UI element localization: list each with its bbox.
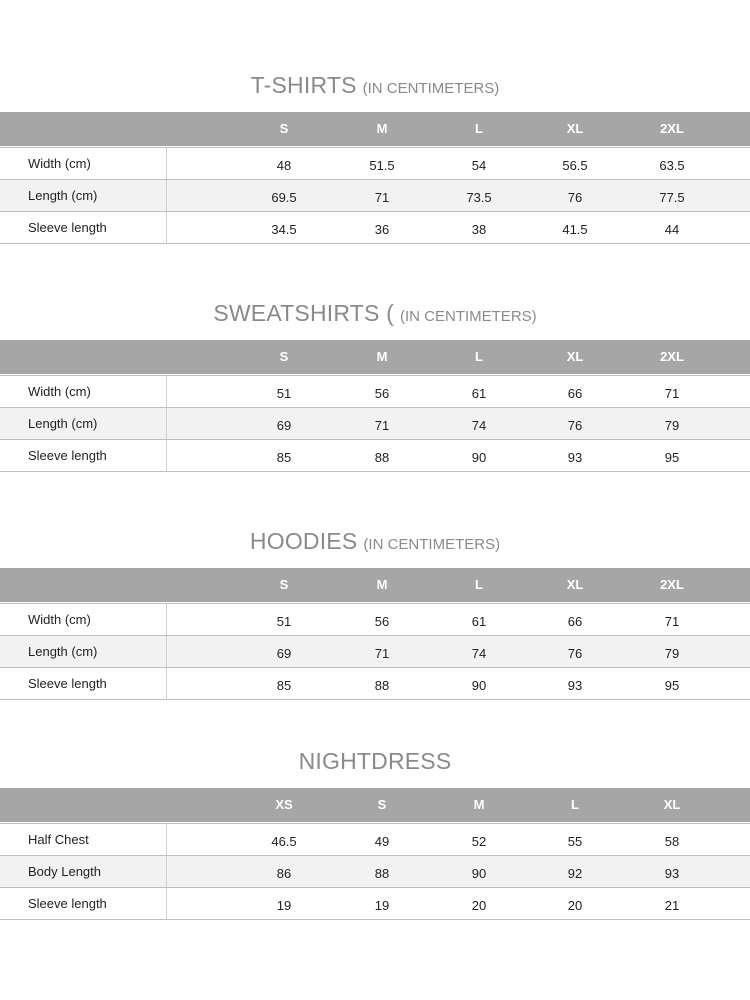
table-cell: 54: [471, 158, 487, 173]
section-title-unit: (IN CENTIMETERS): [399, 308, 537, 325]
column-header-size: M: [376, 121, 388, 136]
column-header-size: M: [473, 797, 485, 812]
column-divider: [166, 408, 167, 439]
table-cell: 69: [276, 418, 292, 433]
table-cell: 71: [664, 614, 680, 629]
table-cell: 44: [664, 222, 680, 237]
column-divider: [166, 148, 167, 179]
row-label: Width (cm): [28, 612, 91, 627]
table-cell: 46.5: [271, 834, 297, 849]
column-header-size: M: [376, 349, 388, 364]
table-cell: 90: [471, 866, 487, 881]
column-header-size: XL: [663, 797, 681, 812]
section-title: [0, 748, 750, 775]
table-cell: 51.5: [369, 158, 395, 173]
table-row: [0, 376, 750, 408]
table-row: [0, 888, 750, 920]
table-cell: 74: [471, 646, 487, 661]
table-cell: 77.5: [659, 190, 685, 205]
table-cell: 20: [567, 898, 583, 913]
row-label: Sleeve length: [28, 676, 107, 691]
column-header-size: L: [571, 797, 579, 812]
table-cell: 19: [276, 898, 292, 913]
table-cell: 56.5: [562, 158, 588, 173]
table-cell: 79: [664, 646, 680, 661]
column-header-size: XL: [566, 121, 584, 136]
table-cell: 71: [374, 190, 390, 205]
table-cell: 76: [567, 190, 583, 205]
table-header-row: [0, 340, 750, 374]
table-cell: 61: [471, 614, 487, 629]
table-cell: 93: [664, 866, 680, 881]
table-cell: 20: [471, 898, 487, 913]
table-cell: 76: [567, 646, 583, 661]
section-title-unit: (IN CENTIMETERS): [362, 80, 500, 97]
table-cell: 34.5: [271, 222, 297, 237]
row-label: Width (cm): [28, 384, 91, 399]
section-title-main: NIGHTDRESS: [298, 748, 452, 774]
table-cell: 55: [567, 834, 583, 849]
column-divider: [166, 604, 167, 635]
table-cell: 74: [471, 418, 487, 433]
table-cell: 48: [276, 158, 292, 173]
row-label: Sleeve length: [28, 220, 107, 235]
section-title: [0, 72, 750, 99]
column-header-size: S: [279, 121, 289, 136]
table-cell: 88: [374, 866, 390, 881]
column-header-size: L: [475, 577, 483, 592]
column-divider: [166, 212, 167, 243]
table-row: [0, 180, 750, 212]
table-cell: 71: [664, 386, 680, 401]
column-header-size: XS: [275, 797, 293, 812]
table-cell: 90: [471, 450, 487, 465]
table-cell: 85: [276, 450, 292, 465]
table-cell: 41.5: [562, 222, 588, 237]
table-cell: 52: [471, 834, 487, 849]
table-cell: 56: [374, 386, 390, 401]
column-header-size: L: [475, 121, 483, 136]
table-header-row: [0, 568, 750, 602]
table-row: [0, 668, 750, 700]
table-cell: 76: [567, 418, 583, 433]
column-divider: [166, 376, 167, 407]
table-cell: 66: [567, 614, 583, 629]
table-row: [0, 824, 750, 856]
column-header-size: 2XL: [660, 577, 684, 592]
table-cell: 88: [374, 450, 390, 465]
column-divider: [166, 636, 167, 667]
column-header-size: S: [279, 349, 289, 364]
table-cell: 56: [374, 614, 390, 629]
table-cell: 38: [471, 222, 487, 237]
table-row: [0, 636, 750, 668]
table-cell: 61: [471, 386, 487, 401]
column-divider: [166, 888, 167, 919]
column-header-size: M: [376, 577, 388, 592]
column-header-size: 2XL: [660, 349, 684, 364]
column-header-size: S: [279, 577, 289, 592]
row-label: Width (cm): [28, 156, 91, 171]
row-label: Half Chest: [28, 832, 89, 847]
row-label: Sleeve length: [28, 448, 107, 463]
table-cell: 51: [276, 386, 292, 401]
table-cell: 66: [567, 386, 583, 401]
section-title: [0, 528, 750, 555]
table-cell: 71: [374, 646, 390, 661]
table-cell: 58: [664, 834, 680, 849]
table-cell: 21: [664, 898, 680, 913]
table-cell: 63.5: [659, 158, 685, 173]
row-label: Length (cm): [28, 188, 98, 203]
table-row: [0, 408, 750, 440]
table-row: [0, 856, 750, 888]
row-label: Body Length: [28, 864, 102, 879]
section-title-main: T-SHIRTS: [250, 72, 357, 98]
column-divider: [166, 668, 167, 699]
table-cell: 85: [276, 678, 292, 693]
table-cell: 92: [567, 866, 583, 881]
table-row: [0, 604, 750, 636]
table-cell: 88: [374, 678, 390, 693]
table-cell: 86: [276, 866, 292, 881]
column-divider: [166, 824, 167, 855]
table-header-row: [0, 788, 750, 822]
table-cell: 90: [471, 678, 487, 693]
column-header-size: S: [377, 797, 387, 812]
table-cell: 93: [567, 450, 583, 465]
table-row: [0, 148, 750, 180]
row-label: Sleeve length: [28, 896, 107, 911]
table-cell: 69: [276, 646, 292, 661]
column-divider: [166, 440, 167, 471]
row-label: Length (cm): [28, 644, 98, 659]
table-cell: 79: [664, 418, 680, 433]
table-cell: 93: [567, 678, 583, 693]
section-title-unit: (IN CENTIMETERS): [363, 536, 501, 553]
section-title: [0, 300, 750, 327]
table-cell: 51: [276, 614, 292, 629]
table-row: [0, 212, 750, 244]
column-divider: [166, 180, 167, 211]
column-divider: [166, 856, 167, 887]
section-title-main: SWEATSHIRTS (: [213, 300, 394, 326]
table-cell: 19: [374, 898, 390, 913]
table-cell: 69.5: [271, 190, 297, 205]
column-header-size: L: [475, 349, 483, 364]
column-header-size: XL: [566, 577, 584, 592]
row-label: Length (cm): [28, 416, 98, 431]
table-header-row: [0, 112, 750, 146]
table-cell: 95: [664, 450, 680, 465]
column-header-size: 2XL: [660, 121, 684, 136]
section-title-main: HOODIES: [249, 528, 358, 554]
table-row: [0, 440, 750, 472]
table-cell: 73.5: [466, 190, 492, 205]
column-header-size: XL: [566, 349, 584, 364]
table-cell: 49: [374, 834, 390, 849]
table-cell: 71: [374, 418, 390, 433]
table-cell: 95: [664, 678, 680, 693]
table-cell: 36: [374, 222, 390, 237]
